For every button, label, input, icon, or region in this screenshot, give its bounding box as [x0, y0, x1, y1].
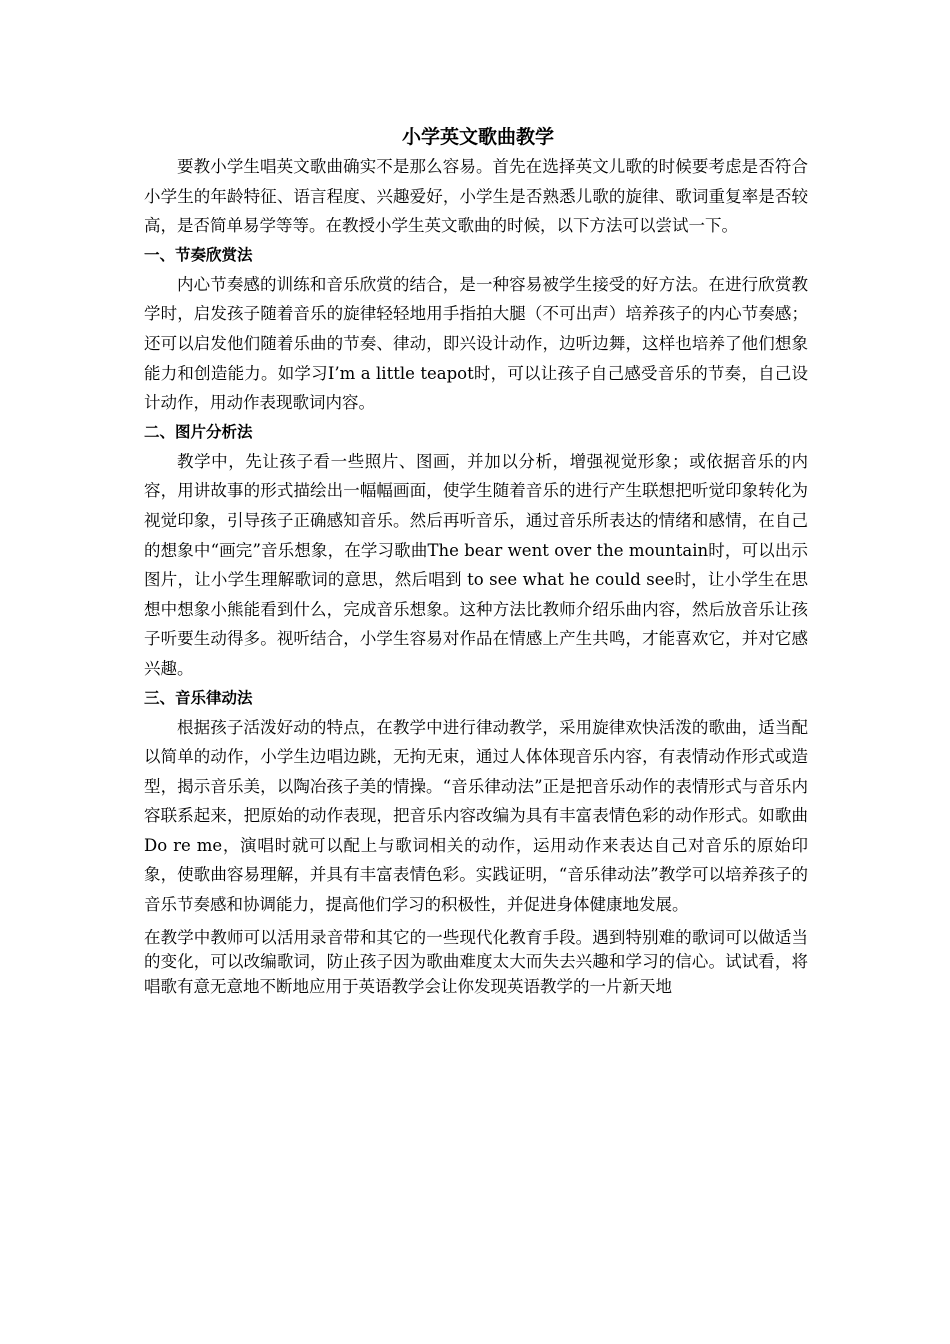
section-heading-picture: 二、图片分析法	[144, 422, 253, 441]
intro-paragraph: 要教小学生唱英文歌曲确实不是那么容易。首先在选择英文儿歌的时候要考虑是否符合小学生的年龄特征、语言程度、兴趣爱好，小学生是否熟悉儿歌的旋律、歌词重复率是否较高，是否简单易学等等。在教授小学生英文歌曲的时候，以下方法可以尝试一下。	[144, 157, 808, 236]
closing-paragraph: 在教学中教师可以活用录音带和其它的一些现代化教育手段。遇到特别难的歌词可以做适当的变化，可以改编歌词，防止孩子因为歌曲难度太大而失去兴趣和学习的信心。试试看，将唱歌有意无意地不断地应用于英语教学会让你发现英语教学的一片新天地	[144, 927, 808, 996]
document-title: 小学英文歌曲教学	[401, 126, 554, 148]
section-body-picture: 教学中，先让孩子看一些照片、图画，并加以分析，增强视觉形象；或依据音乐的内容，用讲故事的形式描绘出一幅幅画面，使学生随着音乐的进行产生联想把听觉印象转化为视觉印象，引导孩子正确感知音乐。然后再听音乐，通过音乐所表达的情绪和感情，在自己的想象中“画完”音乐想象，在学习歌曲The bear went over the mountain时，可以出示图片，让小学生理解歌词的意思，然后唱到 to see what he could see时，让小学生在思想中想象小熊能看到什么，完成音乐想象。这种方法比教师介绍乐曲内容，然后放音乐让孩子听要生动得多。视听结合，小学生容易对作品在情感上产生共鸣，才能喜欢它，并对它感兴趣。	[144, 451, 808, 678]
section-heading-movement: 三、音乐律动法	[144, 688, 253, 707]
section-body-movement: 根据孩子活泼好动的特点，在教学中进行律动教学，采用旋律欢快活泼的歌曲，适当配以简单的动作，小学生边唱边跳，无拘无束，通过人体体现音乐内容，有表情动作形式或造型，揭示音乐美，以陶冶孩子美的情操。“音乐律动法”正是把音乐动作的表情形式与音乐内容联系起来，把原始的动作表现，把音乐内容改编为具有丰富表情色彩的动作形式。如歌曲Do re me，演唱时就可以配上与歌词相关的动作，运用动作来表达自己对音乐的原始印象，使歌曲容易理解，并具有丰富表情色彩。实践证明，“音乐律动法”教学可以培养孩子的音乐节奏感和协调能力，提高他们学习的积极性，并促进身体健康地发展。	[144, 717, 808, 915]
section-heading-rhythm: 一、节奏欣赏法	[144, 245, 253, 264]
document-body	[144, 122, 808, 999]
section-body-rhythm: 内心节奏感的训练和音乐欣赏的结合，是一种容易被学生接受的好方法。在进行欣赏教学时，启发孩子随着音乐的旋律轻轻地用手指拍大腿（不可出声）培养孩子的内心节奏感；还可以启发他们随着乐曲的节奏、律动，即兴设计动作，边听边舞，这样也培养了他们想象能力和创造能力。如学习I’m a little teapot时，可以让孩子自己感受音乐的节奏，自己设计动作，用动作表现歌词内容。	[144, 274, 808, 413]
